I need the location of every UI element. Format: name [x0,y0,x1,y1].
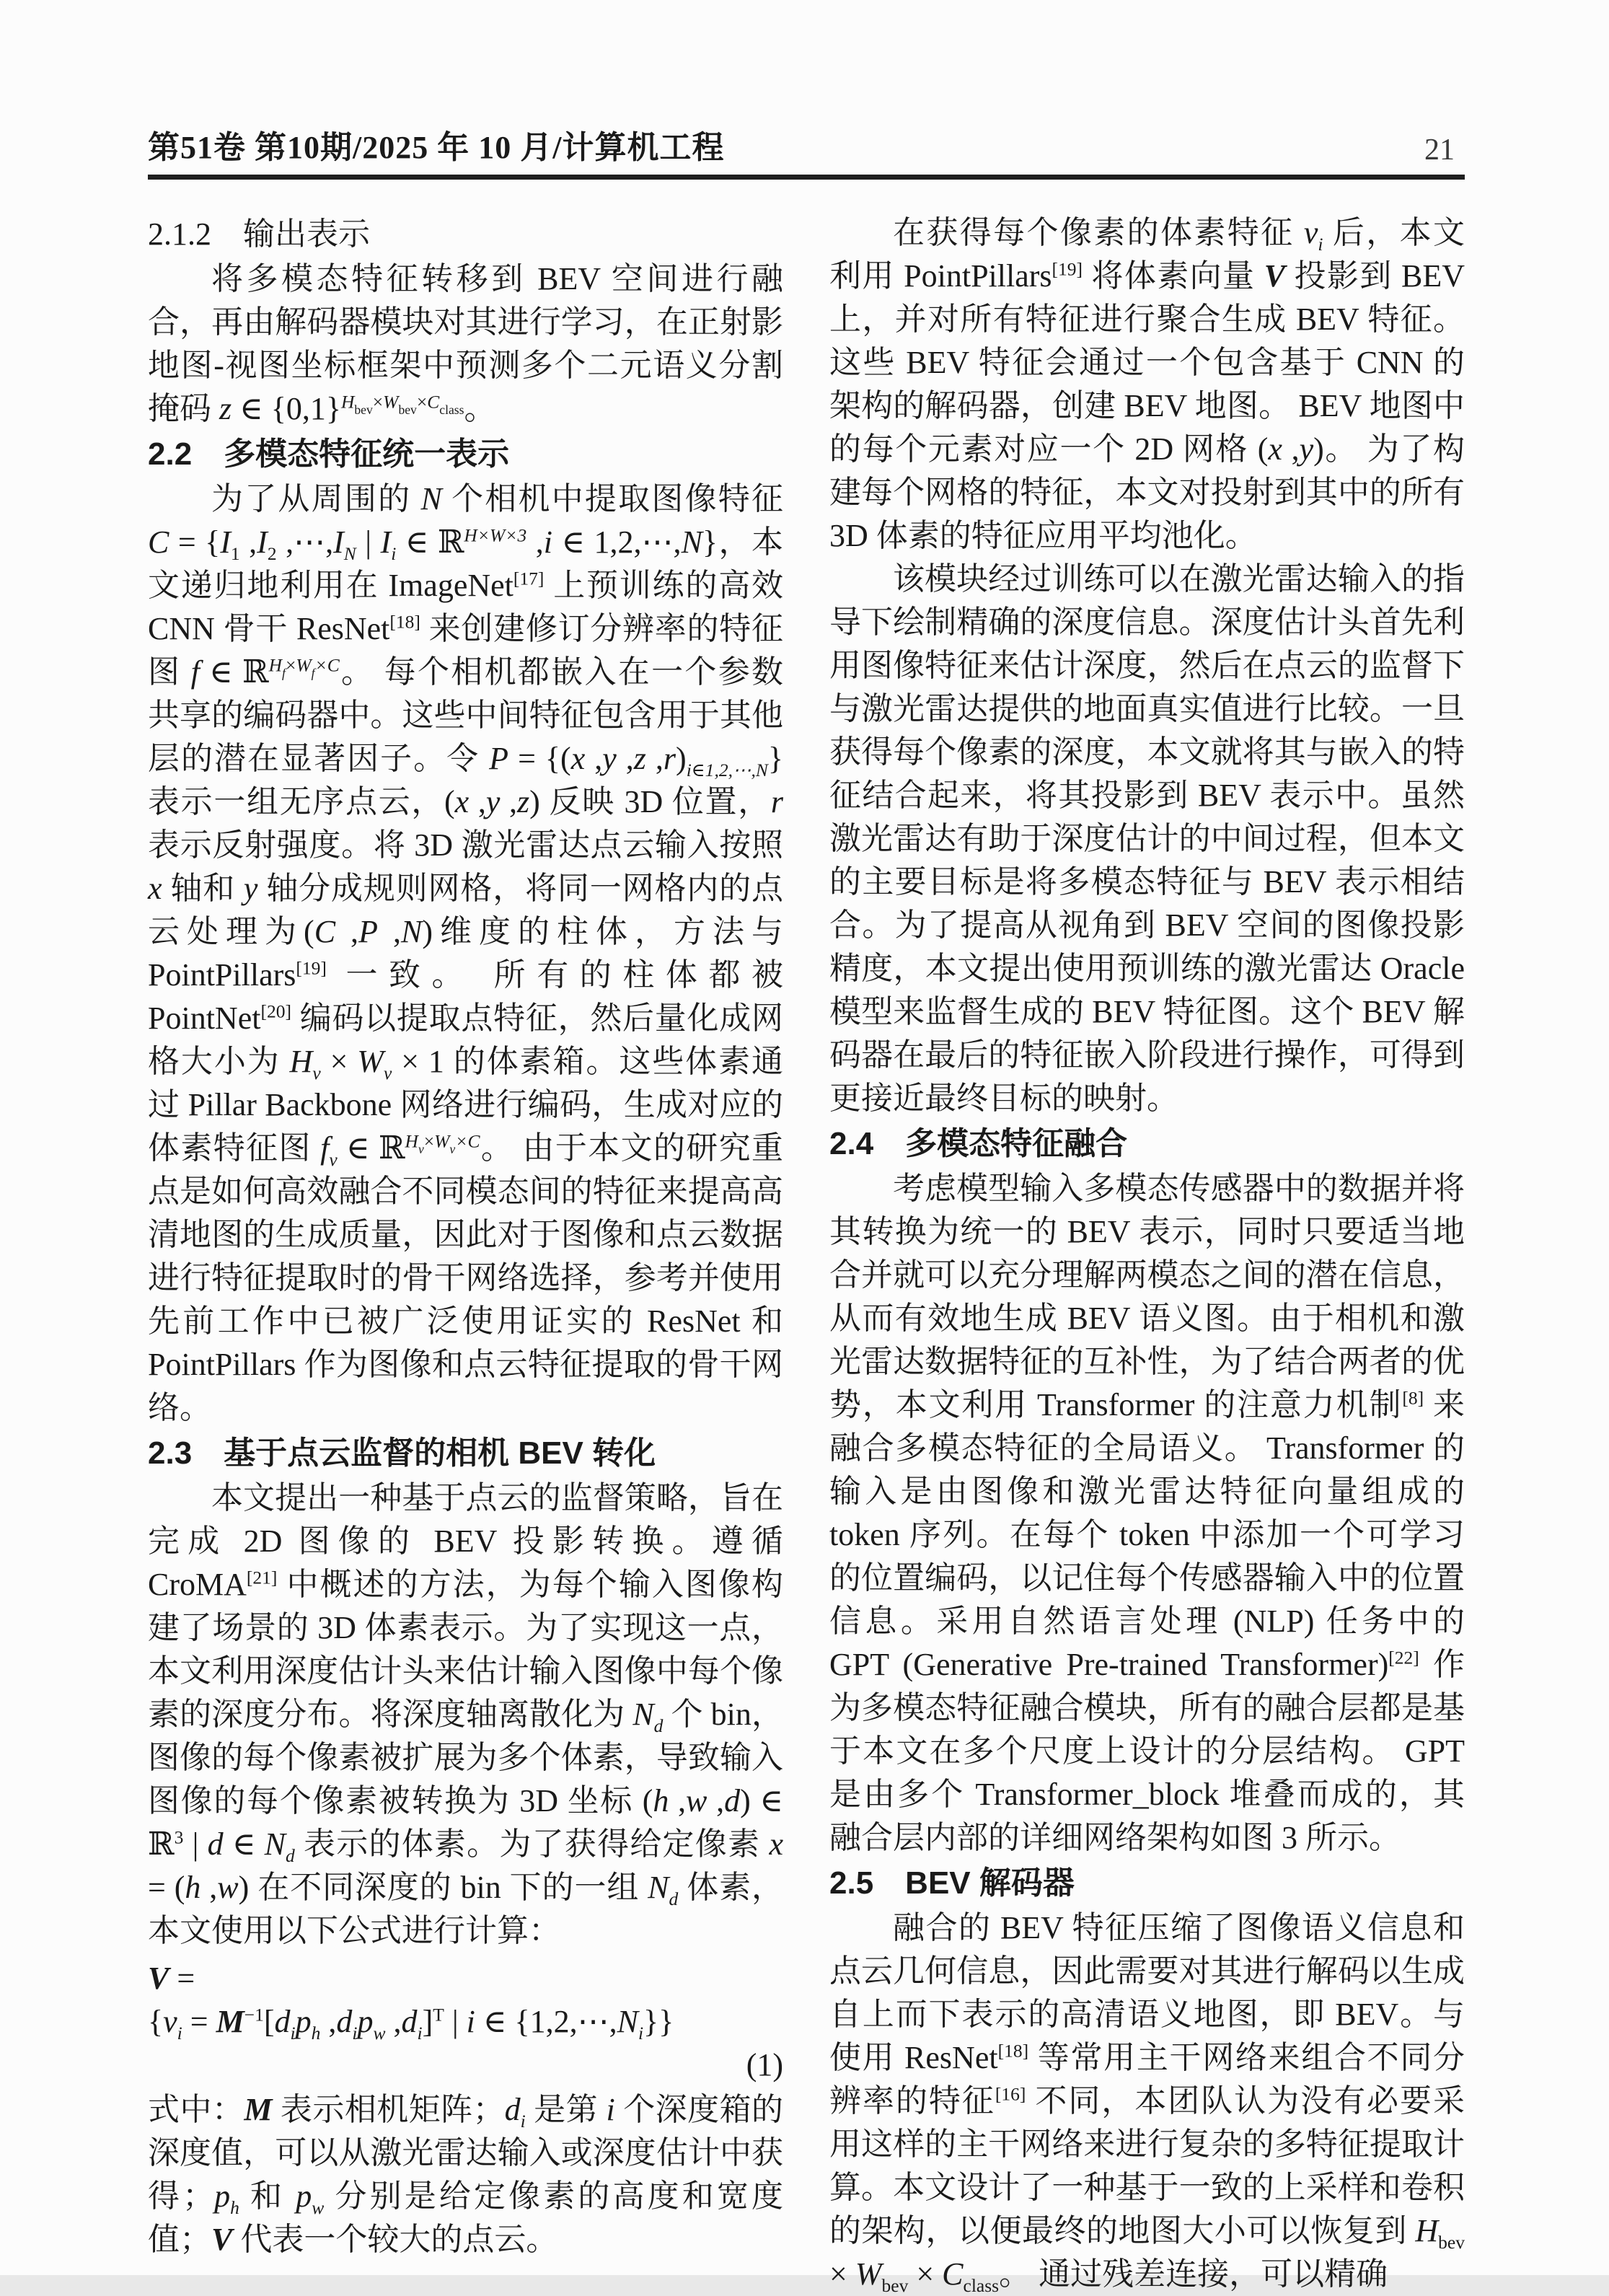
text-run: f [311,665,315,680]
text-run: i∈1,2,⋯,N [686,759,768,780]
text-run: [18] [389,611,420,633]
two-column-body [148,211,1465,2296]
text-run: ] [422,2004,433,2039]
text-run: i [290,2022,296,2044]
section-heading [148,1432,783,1475]
text-run: N [400,914,423,949]
text-run: ×C [314,654,340,676]
text-run: = [169,1961,195,1996]
text-run: )。 为了构建每个网格的特征，本文对投射到其中的所有 3D 体素的特征应用平均池化。 [829,431,1465,553]
text-run: 1 [230,542,240,564]
text-run: 。 由于本文的研究重点是如何高效融合不同模态间的特征来提高高清地图的生成质量，因此对于图像和点云数据进行特征提取时的骨干网络选择，参考并使用先前工作中已被广泛使用证实的 ResNet 和 PointPillars 作为图像和点云特征提取的骨干网络。 [148,1130,783,1425]
text-run: 分别是给定像素的高度和宽度值； [148,2178,784,2257]
text-run: ×C [455,1130,480,1152]
text-run: I [257,524,268,560]
text-run: ∈ ℝ [199,654,269,690]
section-heading [829,1862,1465,1905]
text-run: N [632,1697,654,1732]
text-run: 后，本文利用 PointPillars [829,215,1465,294]
paragraph [148,2088,783,2261]
journal-info: 第51卷 第10期/2025 年 10 月/计算机工程 [148,130,725,165]
text-run: V [148,1961,169,1996]
text-run: i [606,2092,615,2127]
text-run: bev [398,402,417,417]
text-run: [22] [1388,1647,1419,1668]
text-run: 个 bin，图像的每个像素被扩展为多个体素，导致输入图像的每个像素被转换为 3D 坐标 ( [148,1697,783,1818]
text-run: 作为多模态特征融合模块，所有的融合层都是基于本文在多个尺度上设计的分层结构。 GPT 是由多个 Transformer_block 堆叠而成的，其融合层内部的详细网络架构如图 3 所示。 [829,1647,1465,1855]
text-run: , [526,524,544,560]
text-run: I [333,524,344,560]
equation-line [148,2000,783,2044]
text-run: H [268,654,283,676]
text-run: f [282,665,286,680]
page-header [148,121,1465,180]
text-run: z [633,741,646,776]
text-run: d [207,1826,224,1862]
text-run: ) 反映 3D 位置， [529,784,771,819]
text-run: 融合的 BEV 特征压缩了图像语义信息和点云几何信息，因此需要对其进行解码以生成自上而下表示的高清语义地图，即 BEV。与使用 ResNet [829,1910,1465,2075]
text-run: 个相机中提取图像特征 [441,481,784,516]
text-run: N [648,1870,669,1905]
text-run: W [296,654,312,676]
text-run: d [669,1888,679,1909]
text-run: , [707,1783,725,1818]
text-run: , [616,741,634,776]
text-run: ) [676,741,687,776]
text-run: , [645,741,664,776]
text-run: v [329,1148,338,1170]
equation [148,1957,783,2087]
text-run: 体素，本文使用以下公式进行计算： [148,1870,784,1948]
text-run: V [1264,258,1286,294]
text-run: W [357,1044,384,1079]
text-run: y [602,741,617,776]
text-run: M [216,2004,244,2039]
text-run: I [220,524,231,560]
text-run: 该模块经过训练可以在激光雷达输入的指导下绘制精确的深度信息。深度估计头首先利用图像特征来估计深度，然后在点云的监督下与激光雷达提供的地面真实值进行比较。一旦获得每个像素的深度，本文就将其与嵌入的特征结合起来，将其投影到 BEV 表示中。虽然激光雷达有助于深度估计的中间过程，但本文的主要目标是将多模态特征与 BEV 表示相结合。为了提高从视角到 BEV 空间的图像投影精度，本文提出使用预训练的激光雷达 Oracle 模型来监督生成的 BEV 特征图。这个 BEV 解码器在最后的特征嵌入阶段进行操作，可得到更接近最终目标的映射。 [829,561,1465,1116]
page-number: 21 [1424,133,1455,167]
text-run: i [466,2004,475,2039]
text-run: H [405,1130,418,1152]
text-run: , [200,1870,218,1905]
text-run: 为了从周围的 [211,481,421,516]
text-run: [ [263,2004,275,2039]
text-run: −1 [244,2004,264,2026]
text-run: 2.1.2 输出表示 [148,216,370,252]
text-run: d [286,1844,295,1866]
text-run: H [1415,2213,1439,2248]
text-run: 2.3 基于点云监督的相机 BEV 转化 [148,1435,656,1471]
left-column [148,211,783,2296]
text-run: 投影到 BEV 上，并对所有特征进行聚合生成 BEV 特征。 这些 BEV 特征会通过一个包含基于 CNN 的架构的解码器，创建 BEV 地图。 BEV 地图中的每个元素对应一个 2D 网格 ( [829,258,1465,467]
text-run: 表示反射强度。将 3D 激光雷达点云输入按照 [148,827,783,863]
text-run: 个深度箱的深度值，可以从激光雷达输入或深度估计中获得； [148,2092,784,2214]
text-run: ∈ ℝ [337,1130,405,1166]
text-run: }} [643,2004,674,2039]
text-run: { [148,2004,164,2039]
text-run: v [449,1141,456,1156]
text-run: p [296,2178,312,2214]
text-run: [19] [296,957,327,979]
text-run: d [336,2004,353,2039]
paragraph [148,1477,783,1953]
text-run: h [311,2022,321,2044]
text-run: w [686,1783,707,1818]
text-run: ) ∈ ℝ [148,1783,783,1862]
text-run: N [343,542,356,564]
text-run: i [1318,233,1323,255]
text-run: y [243,871,258,906]
text-run: 等常用主干网络来组合不同分辨率的特征 [829,2040,1465,2119]
text-run: i [543,524,553,560]
text-run: = [182,2004,216,2039]
text-run: 和 [239,2178,296,2214]
paragraph [829,1167,1465,1860]
text-run: d [274,2004,291,2039]
text-run: bev [881,2274,909,2296]
text-run: , [500,784,518,819]
text-run: [16] [995,2083,1026,2105]
text-run: 2.2 多模态特征统一表示 [148,436,510,472]
text-run: 2 [267,542,277,564]
text-run: 轴和 [162,871,244,906]
text-run: ∈ 1,2,⋯, [552,524,682,560]
text-run: i [391,542,397,564]
text-run: y [1299,431,1314,467]
text-run: class [439,402,464,417]
text-run: 不同，本团队认为没有必要采用这样的主干网络来进行复杂的多特征提取计算。本文设计了一种基于一致的上采样和卷积的架构，以便最终的地图大小可以恢复到 [829,2083,1465,2248]
text-run: 来融合多模态特征的全局语义。 Transformer 的输入是由图像和激光雷达特征向量组成的 token 序列。在每个 token 中添加一个可学习的位置编码，以记住每个传感器输入中的位置信息。采用自然语言处理 (NLP) 任务中的 GPT (Generative Pre-trained Transformer) [829,1387,1465,1682]
text-run: w [217,1870,239,1905]
text-run: × [285,654,296,676]
text-run: H×W×3 [464,524,527,546]
text-run: v [418,1141,424,1156]
text-run: , [585,741,603,776]
text-run: h [230,2196,239,2218]
text-run: 将体素向量 [1083,258,1264,294]
text-run: x [570,741,586,776]
text-run: × 1 的体素箱。这些体素通过 Pillar Backbone 网络进行编码，生成对应的体素特征图 [148,1044,783,1166]
text-run: i [177,2022,182,2044]
text-run: , [320,2004,337,2039]
text-run: h [653,1783,669,1818]
text-run: N [420,481,442,516]
text-run: ∈ {0,1} [232,391,341,426]
text-run: d [653,1715,664,1736]
section-heading [148,213,783,256]
text-run: r [770,784,784,819]
text-run: d [401,2004,418,2039]
text-run: bev [1438,2231,1465,2253]
text-run: , [469,784,486,819]
text-run: 。 通过残差连接，可以精确 [999,2256,1388,2292]
section-heading [829,1122,1465,1166]
text-run: d [724,1783,741,1818]
text-run: } 表示一组无序点云，( [148,741,783,819]
text-run: × [416,391,428,413]
text-run: × [423,1130,435,1152]
text-run: [20] [260,1000,291,1022]
text-run: , [385,2004,402,2039]
text-run: 3 [174,1826,184,1848]
text-run: P [489,741,509,776]
text-run: N [264,1826,286,1862]
text-run: 表示相机矩阵； [272,2092,505,2127]
text-run: 考虑模型输入多模态传感器中的数据并将其转换为统一的 BEV 表示，同时只要适当地合并就可以充分理解两模态之间的潜在信息，从而有效地生成 BEV 语义图。由于相机和激光雷达数据特征的互补性，为了结合两者的优势，本文利用 Transformer 的注意力机制 [829,1171,1465,1422]
text-run: × [372,391,384,413]
text-run: , [669,1783,687,1818]
text-run: 来创建修订分辨率的特征图 [148,611,783,690]
text-run: ) 在不同深度的 bin 下的一组 [238,1870,648,1905]
text-run: | [356,524,381,560]
text-run: r [663,741,676,776]
text-run: p [214,2178,231,2214]
text-run: 。 [464,391,496,426]
text-run: x [454,784,470,819]
text-run: h [185,1870,201,1905]
text-run: 2.4 多模态特征融合 [829,1126,1128,1161]
equation-number: (1) [746,2047,783,2082]
text-run: C [148,524,169,560]
text-run: 式中： [148,2092,244,2127]
text-run: | [183,1826,208,1862]
text-run: H [340,391,355,413]
paragraph [829,1906,1465,2296]
text-run: class [963,2274,1000,2296]
text-run: z [219,391,232,426]
text-run: ,⋯, [276,524,334,560]
text-run: x [1268,431,1282,467]
text-run: ∈ ℝ [396,524,464,560]
text-run: p [295,2004,312,2039]
section-heading [148,433,783,476]
equation-line [148,1957,783,2000]
text-run: x [769,1826,783,1862]
text-run: C [427,391,440,413]
text-run: 代表一个较大的点云。 [232,2222,558,2257]
text-run: bev [354,402,373,417]
right-column [829,211,1465,2296]
text-run: 表示的体素。为了获得给定像素 [294,1826,770,1862]
text-run: × [829,2256,855,2292]
text-run: )维度的柱体，方法与 PointPillars [148,914,784,993]
text-run: 本文提出一种基于点云的监督策略，旨在完成 2D 图像的 BEV 投影转换。遵循 CroMA [148,1480,783,1602]
text-run: W [855,2256,882,2292]
text-run: 中概述的方法，为每个输入图像构建了场景的 3D 体素表示。为了实现这一点，本文利用深度估计头来估计输入图像中每个像素的深度分布。将深度轴离散化为 [148,1567,783,1732]
text-run: w [312,2196,325,2218]
text-run: i [417,2022,423,2044]
text-run: ∈ {1,2,⋯, [475,2004,617,2039]
text-run: 将多模态特征转移到 BEV 空间进行融合，再由解码器模块对其进行学习，在正射影地图-视图坐标框架中预测多个二元语义分割掩码 [148,261,783,426]
text-run: 一致。 所有的柱体都被 PointNet [148,957,783,1036]
text-run: , [335,914,359,949]
text-run: [21] [246,1567,278,1588]
text-run: I [380,524,392,560]
text-run: [18] [997,2040,1029,2062]
text-run: × [320,1044,358,1079]
text-run: p [357,2004,374,2039]
paragraph [829,558,1465,1120]
text-run: w [373,2022,386,2044]
paragraph [829,211,1465,558]
text-run: f [190,654,200,690]
text-run: [19] [1052,258,1083,280]
text-run: 是第 [525,2092,607,2127]
text-run: C [942,2256,964,2292]
text-run: f [320,1130,330,1166]
text-run: x [148,871,162,906]
text-run: = {( [508,741,571,776]
text-run: i [352,2022,358,2044]
text-run: z [517,784,530,819]
text-run: 编码以提取点特征，然后量化成网格大小为 [148,1000,783,1079]
text-run: = { [169,524,221,560]
text-run: [8] [1402,1387,1424,1409]
paragraph [148,258,783,431]
text-run: , [239,524,257,560]
text-run: [17] [513,568,545,589]
text-run: M [244,2092,273,2127]
text-run: v [312,1062,321,1083]
text-run: 2.5 BEV 解码器 [829,1865,1075,1901]
text-run: v [383,1062,392,1083]
text-run: 轴分成规则网格，将同一网格内的点云处理为( [148,871,784,949]
text-run: C [314,914,336,949]
text-run: 在获得每个像素的体素特征 [893,215,1304,250]
text-run: d [504,2092,521,2127]
text-run: W [383,391,399,413]
text-run: V [211,2222,233,2257]
text-run: , [377,914,401,949]
text-run: H [289,1044,313,1079]
text-run: v [163,2004,177,2039]
text-run: i [638,2022,644,2044]
text-run: = ( [148,1870,185,1905]
text-run: N [617,2004,638,2039]
text-run: P [358,914,378,949]
text-run: × [908,2256,943,2292]
text-run: v [1303,215,1318,250]
paragraph [148,478,783,1430]
text-run: y [485,784,501,819]
text-run: W [434,1130,450,1152]
text-run: 上预训练的高效 CNN 骨干 ResNet [148,568,783,646]
text-run: , [1282,431,1300,467]
text-run: N [681,524,702,560]
text-run: 。 每个相机都嵌入在一个参数共享的编码器中。这些中间特征包含用于其他层的潜在显著因子。令 [148,654,784,776]
text-run: }，本文递归地利用在 ImageNet [148,524,784,603]
text-run: T [433,2004,444,2026]
text-run: ∈ [223,1826,265,1862]
text-run: i [520,2110,526,2132]
text-run: | [444,2004,467,2039]
